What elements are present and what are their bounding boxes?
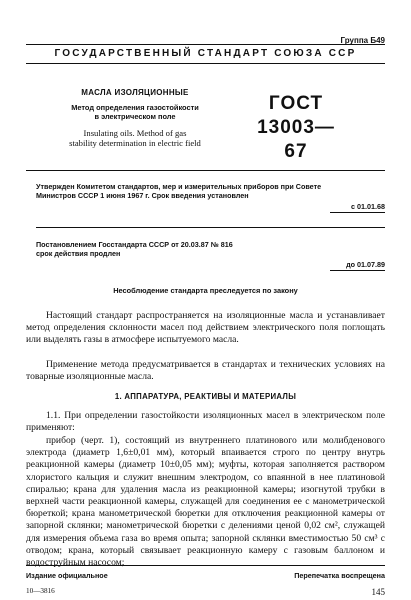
approval-rule [36, 227, 385, 228]
paragraph-scope: Настоящий стандарт распространяется на изоляционные масла и устанавливает метод определения склонности масел под действием электрического поля поглощать или выделять газы в атмосфере испытуемого масла. [26, 310, 385, 346]
paragraph-application: Применение метода предусматривается в стандартах и технических условиях на товарные изоляционные масла. [26, 359, 385, 383]
subtitle-line-1: Метод определения газостойкости [71, 103, 199, 112]
page-number: 145 [371, 587, 385, 597]
reprint-notice: Перепечатка воспрещена [294, 571, 385, 580]
group-code: Группа Б49 [340, 36, 385, 45]
extension-line-2: срок действия продлен [36, 249, 121, 258]
gost-number: 13003—67 [257, 117, 335, 162]
top-rule [26, 44, 385, 45]
english-title-line-1: Insulating oils. Method of gas [83, 127, 187, 138]
gost-designation [246, 92, 346, 164]
approval-line-2: Министров СССР 1 июня 1967 г. Срок введения установлен [36, 191, 249, 200]
subtitle-line-2: в электрическом поле [94, 111, 176, 121]
gost-label: ГОСТ [268, 93, 324, 114]
legal-notice: Несоблюдение стандарта преследуется по закону [113, 286, 298, 295]
title-rule [26, 170, 385, 171]
document-subtitle [60, 104, 210, 122]
extension-line-1: Постановлением Госстандарта СССР от 20.03.87 № 816 [36, 240, 233, 249]
extension-date: до 01.07.89 [346, 260, 385, 269]
approval-date: с 01.01.68 [351, 202, 385, 211]
approval-text [36, 182, 376, 200]
official-edition-label: Издание официальное [26, 571, 108, 580]
extension-date-rule [330, 270, 385, 271]
approval-line-1: Утвержден Комитетом стандартов, мер и измерительных приборов при Совете [36, 182, 322, 191]
paragraph-apparatus: прибор (черт. 1), состоящий из внутреннего платинового или молибденового электрода (диаметр 1,6±0,01 мм), который впаивается строго по центру внутрь реакционной камеры (диаметр 10±0,05 мм); муфты, которая заполняется раствором хлористого кальция и служит внешним электродом, со впаянной в нее платиновой спиралью; крана для удаления масла из реакционной камеры; изогнутой трубки в верхней части реакционной камеры, служащей для соединения ее с манометрической бюреткой; крана манометрической бюретки для отключения реакционной камеры от запорной склянки; манометрической бюретки с делениями ценой 0,02 см², служащей для измерения объема газа во время опыта; запорной склянки вместимостью 50 см³ с отводом; крана, который связывает реакционную камеру с газовым баллоном и водоструйным насосом; [26, 435, 385, 569]
document-title: МАСЛА ИЗОЛЯЦИОННЫЕ [81, 88, 189, 97]
standard-banner: ГОСУДАРСТВЕННЫЙ СТАНДАРТ СОЮЗА ССР [54, 48, 357, 59]
print-code: 10—3816 [26, 587, 55, 595]
approval-date-rule [330, 212, 385, 213]
extension-text [36, 240, 356, 258]
paragraph-1-1: 1.1. При определении газостойкости изоляционных масел в электрическом поле применяют: [26, 410, 385, 434]
title-block [60, 88, 210, 148]
section-heading: 1. АППАРАТУРА, РЕАКТИВЫ И МАТЕРИАЛЫ [114, 392, 297, 401]
english-title [60, 128, 210, 148]
footer-rule [26, 565, 385, 566]
banner-rule [26, 63, 385, 64]
english-title-line-2: stability determination in electric field [69, 137, 201, 148]
